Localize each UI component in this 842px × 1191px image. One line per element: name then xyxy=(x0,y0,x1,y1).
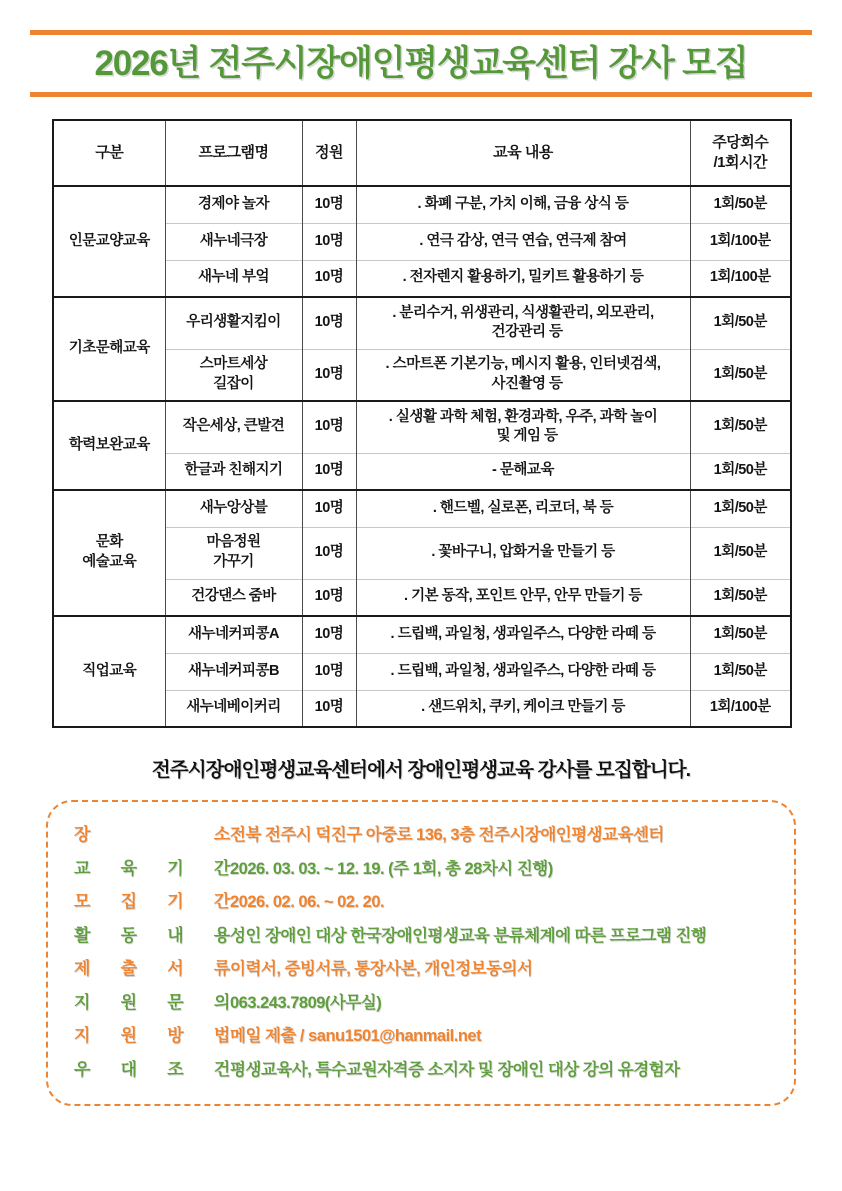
program-table-container xyxy=(52,119,790,728)
program-name: 새누네극장 xyxy=(165,223,302,260)
program-name: 새누네 부엌 xyxy=(165,260,302,297)
capacity-value: 10명 xyxy=(302,401,356,453)
info-label-char: 육 xyxy=(120,858,137,878)
program-name xyxy=(165,527,302,579)
info-label-char: 내 xyxy=(167,925,184,945)
content-line2: 사진촬영 등 xyxy=(491,375,563,392)
info-label-char: 동 xyxy=(120,925,137,945)
content-line2: 건강관리 등 xyxy=(491,324,563,341)
header-time-line2: /1회시간 xyxy=(713,154,767,171)
session-time: 1회/50분 xyxy=(690,653,791,690)
program-name: 건강댄스 줌바 xyxy=(165,579,302,616)
group-label: 학력보완교육 xyxy=(53,401,165,490)
capacity-value: 10명 xyxy=(302,579,356,616)
program-name xyxy=(165,349,302,401)
info-label-char: 서 xyxy=(167,959,184,978)
program-name: 우리생활지킴이 xyxy=(165,297,302,349)
group-label-line2: 예술교육 xyxy=(82,554,137,570)
table-row xyxy=(53,401,791,453)
content-description: . 기본 동작, 포인트 안무, 안무 만들기 등 xyxy=(356,579,690,616)
info-label-char: 지 xyxy=(74,992,91,1012)
program-name: 한글과 친해지기 xyxy=(165,453,302,490)
session-time: 1회/100분 xyxy=(690,260,791,297)
header-time xyxy=(690,120,791,186)
info-label-char: 출 xyxy=(120,959,137,978)
content-description: . 샌드위치, 쿠키, 케이크 만들기 등 xyxy=(356,690,690,727)
session-time: 1회/50분 xyxy=(690,401,791,453)
session-time: 1회/50분 xyxy=(690,579,791,616)
session-time: 1회/50분 xyxy=(690,527,791,579)
info-label xyxy=(48,1055,230,1080)
info-label-char: 집 xyxy=(120,892,137,911)
content-line1: . 스마트폰 기본기능, 메시지 활용, 인터넷검색, xyxy=(385,356,661,373)
table-header-row xyxy=(53,120,791,186)
table-row xyxy=(53,490,791,527)
info-label-char: 법 xyxy=(213,1026,230,1045)
program-name: 새누네커피콩B xyxy=(165,653,302,690)
session-time: 1회/50분 xyxy=(690,616,791,653)
content-line1: . 분리수거, 위생관리, 식생활관리, 외모관리, xyxy=(392,304,654,321)
info-value: 메일 제출 / sanu1501@hanmail.net xyxy=(230,1027,482,1045)
program-name-line1: 스마트세상 xyxy=(199,356,268,373)
info-label-char: 간 xyxy=(213,858,230,878)
info-label-char: 기 xyxy=(167,858,184,878)
info-label xyxy=(48,988,230,1013)
program-name-line1: 마음정원 xyxy=(206,534,261,551)
info-row xyxy=(48,818,794,852)
info-label-char: 의 xyxy=(213,992,230,1012)
info-label xyxy=(48,1021,230,1046)
info-row xyxy=(48,1019,794,1053)
group-label: 인문교양교육 xyxy=(53,186,165,297)
content-description: . 화폐 구분, 가치 이해, 금융 상식 등 xyxy=(356,186,690,223)
info-label-char: 원 xyxy=(120,992,137,1012)
table-row xyxy=(53,616,791,653)
program-name-line2: 가꾸기 xyxy=(213,554,254,570)
header-program: 프로그램명 xyxy=(165,120,302,186)
capacity-value: 10명 xyxy=(302,297,356,349)
header-group: 구분 xyxy=(53,120,165,186)
content-description: - 문해교육 xyxy=(356,453,690,490)
info-label xyxy=(48,954,230,979)
program-table xyxy=(52,119,792,728)
info-label-char: 건 xyxy=(213,1059,230,1079)
info-row xyxy=(48,885,794,919)
info-label-char: 제 xyxy=(74,959,91,978)
info-label-char: 모 xyxy=(74,892,91,911)
info-label-char: 우 xyxy=(74,1059,91,1079)
program-name: 경제야 놀자 xyxy=(165,186,302,223)
content-description: . 핸드벨, 실로폰, 리코더, 북 등 xyxy=(356,490,690,527)
capacity-value: 10명 xyxy=(302,527,356,579)
capacity-value: 10명 xyxy=(302,453,356,490)
info-label-char: 방 xyxy=(167,1026,184,1045)
info-label-char: 교 xyxy=(74,858,91,878)
info-row xyxy=(48,986,794,1020)
program-table-body xyxy=(53,186,791,727)
info-row xyxy=(48,919,794,953)
info-label xyxy=(48,854,230,879)
program-name: 새누네베이커리 xyxy=(165,690,302,727)
info-label-char: 기 xyxy=(167,892,184,911)
info-label xyxy=(48,887,230,912)
info-label-char: 활 xyxy=(74,925,91,945)
info-label-char: 조 xyxy=(167,1059,184,1079)
group-label xyxy=(53,490,165,616)
content-description: . 꽃바구니, 압화거울 만들기 등 xyxy=(356,527,690,579)
info-label-char: 지 xyxy=(74,1026,91,1045)
content-description: . 드립백, 과일청, 생과일주스, 다양한 라떼 등 xyxy=(356,616,690,653)
info-label-char: 장 xyxy=(74,825,91,844)
content-description: . 연극 감상, 연극 연습, 연극제 참여 xyxy=(356,223,690,260)
header-content: 교육 내용 xyxy=(356,120,690,186)
capacity-value: 10명 xyxy=(302,349,356,401)
info-value: 이력서, 증빙서류, 통장사본, 개인정보동의서 xyxy=(230,960,533,978)
session-time: 1회/100분 xyxy=(690,223,791,260)
capacity-value: 10명 xyxy=(302,616,356,653)
info-row xyxy=(48,1053,794,1087)
header-capacity: 정원 xyxy=(302,120,356,186)
capacity-value: 10명 xyxy=(302,260,356,297)
info-value: 2026. 03. 03. ~ 12. 19. (주 1회, 총 28차시 진행) xyxy=(230,859,553,878)
info-value: 063.243.7809(사무실) xyxy=(230,993,382,1012)
capacity-value: 10명 xyxy=(302,490,356,527)
info-value: 평생교육사, 특수교원자격증 소지자 및 장애인 대상 강의 유경험자 xyxy=(230,1060,680,1079)
info-label xyxy=(48,820,230,845)
group-label: 직업교육 xyxy=(53,616,165,727)
info-label xyxy=(48,921,230,946)
info-label-char: 용 xyxy=(213,925,230,945)
table-row xyxy=(53,186,791,223)
session-time: 1회/50분 xyxy=(690,453,791,490)
capacity-value: 10명 xyxy=(302,690,356,727)
group-label: 기초문해교육 xyxy=(53,297,165,401)
info-value: 전북 전주시 덕진구 아중로 136, 3층 전주시장애인평생교육센터 xyxy=(230,826,664,844)
info-label-char: 원 xyxy=(120,1026,137,1045)
session-time: 1회/50분 xyxy=(690,490,791,527)
program-name: 새누앙상블 xyxy=(165,490,302,527)
recruitment-subtitle: 전주시장애인평생교육센터에서 장애인평생교육 강사를 모집합니다. xyxy=(151,759,691,781)
poster-header xyxy=(30,0,812,97)
program-name-line2: 길잡이 xyxy=(213,375,254,392)
capacity-value: 10명 xyxy=(302,653,356,690)
content-description xyxy=(356,349,690,401)
capacity-value: 10명 xyxy=(302,186,356,223)
group-label-line1: 문화 xyxy=(95,534,123,551)
content-description xyxy=(356,297,690,349)
recruitment-details-box xyxy=(46,800,796,1106)
program-name: 작은세상, 큰발견 xyxy=(165,401,302,453)
program-name: 새누네커피콩A xyxy=(165,616,302,653)
info-label-char: 류 xyxy=(213,959,230,978)
content-line2: 및 게임 등 xyxy=(496,428,558,445)
content-description: . 전자렌지 활용하기, 밀키트 활용하기 등 xyxy=(356,260,690,297)
content-line1: . 실생활 과학 체험, 환경과학, 우주, 과학 놀이 xyxy=(388,408,658,425)
title-bottom-rule xyxy=(30,92,812,97)
session-time: 1회/50분 xyxy=(690,297,791,349)
info-value: 2026. 02. 06. ~ 02. 20. xyxy=(230,893,385,911)
info-label-char: 문 xyxy=(167,992,184,1012)
capacity-value: 10명 xyxy=(302,223,356,260)
info-label-char: 소 xyxy=(213,825,230,844)
info-row xyxy=(48,952,794,986)
info-row xyxy=(48,852,794,886)
header-time-line1: 주당회수 xyxy=(712,133,769,151)
info-label-char: 간 xyxy=(213,892,230,911)
content-description: . 드립백, 과일청, 생과일주스, 다양한 라떼 등 xyxy=(356,653,690,690)
info-value: 성인 장애인 대상 한국장애인평생교육 분류체계에 따른 프로그램 진행 xyxy=(230,926,707,945)
content-description xyxy=(356,401,690,453)
session-time: 1회/100분 xyxy=(690,690,791,727)
session-time: 1회/50분 xyxy=(690,349,791,401)
table-row xyxy=(53,297,791,349)
info-label-char: 대 xyxy=(120,1059,137,1079)
session-time: 1회/50분 xyxy=(690,186,791,223)
page-title: 2026년 전주시장애인평생교육센터 강사 모집 xyxy=(94,44,748,83)
